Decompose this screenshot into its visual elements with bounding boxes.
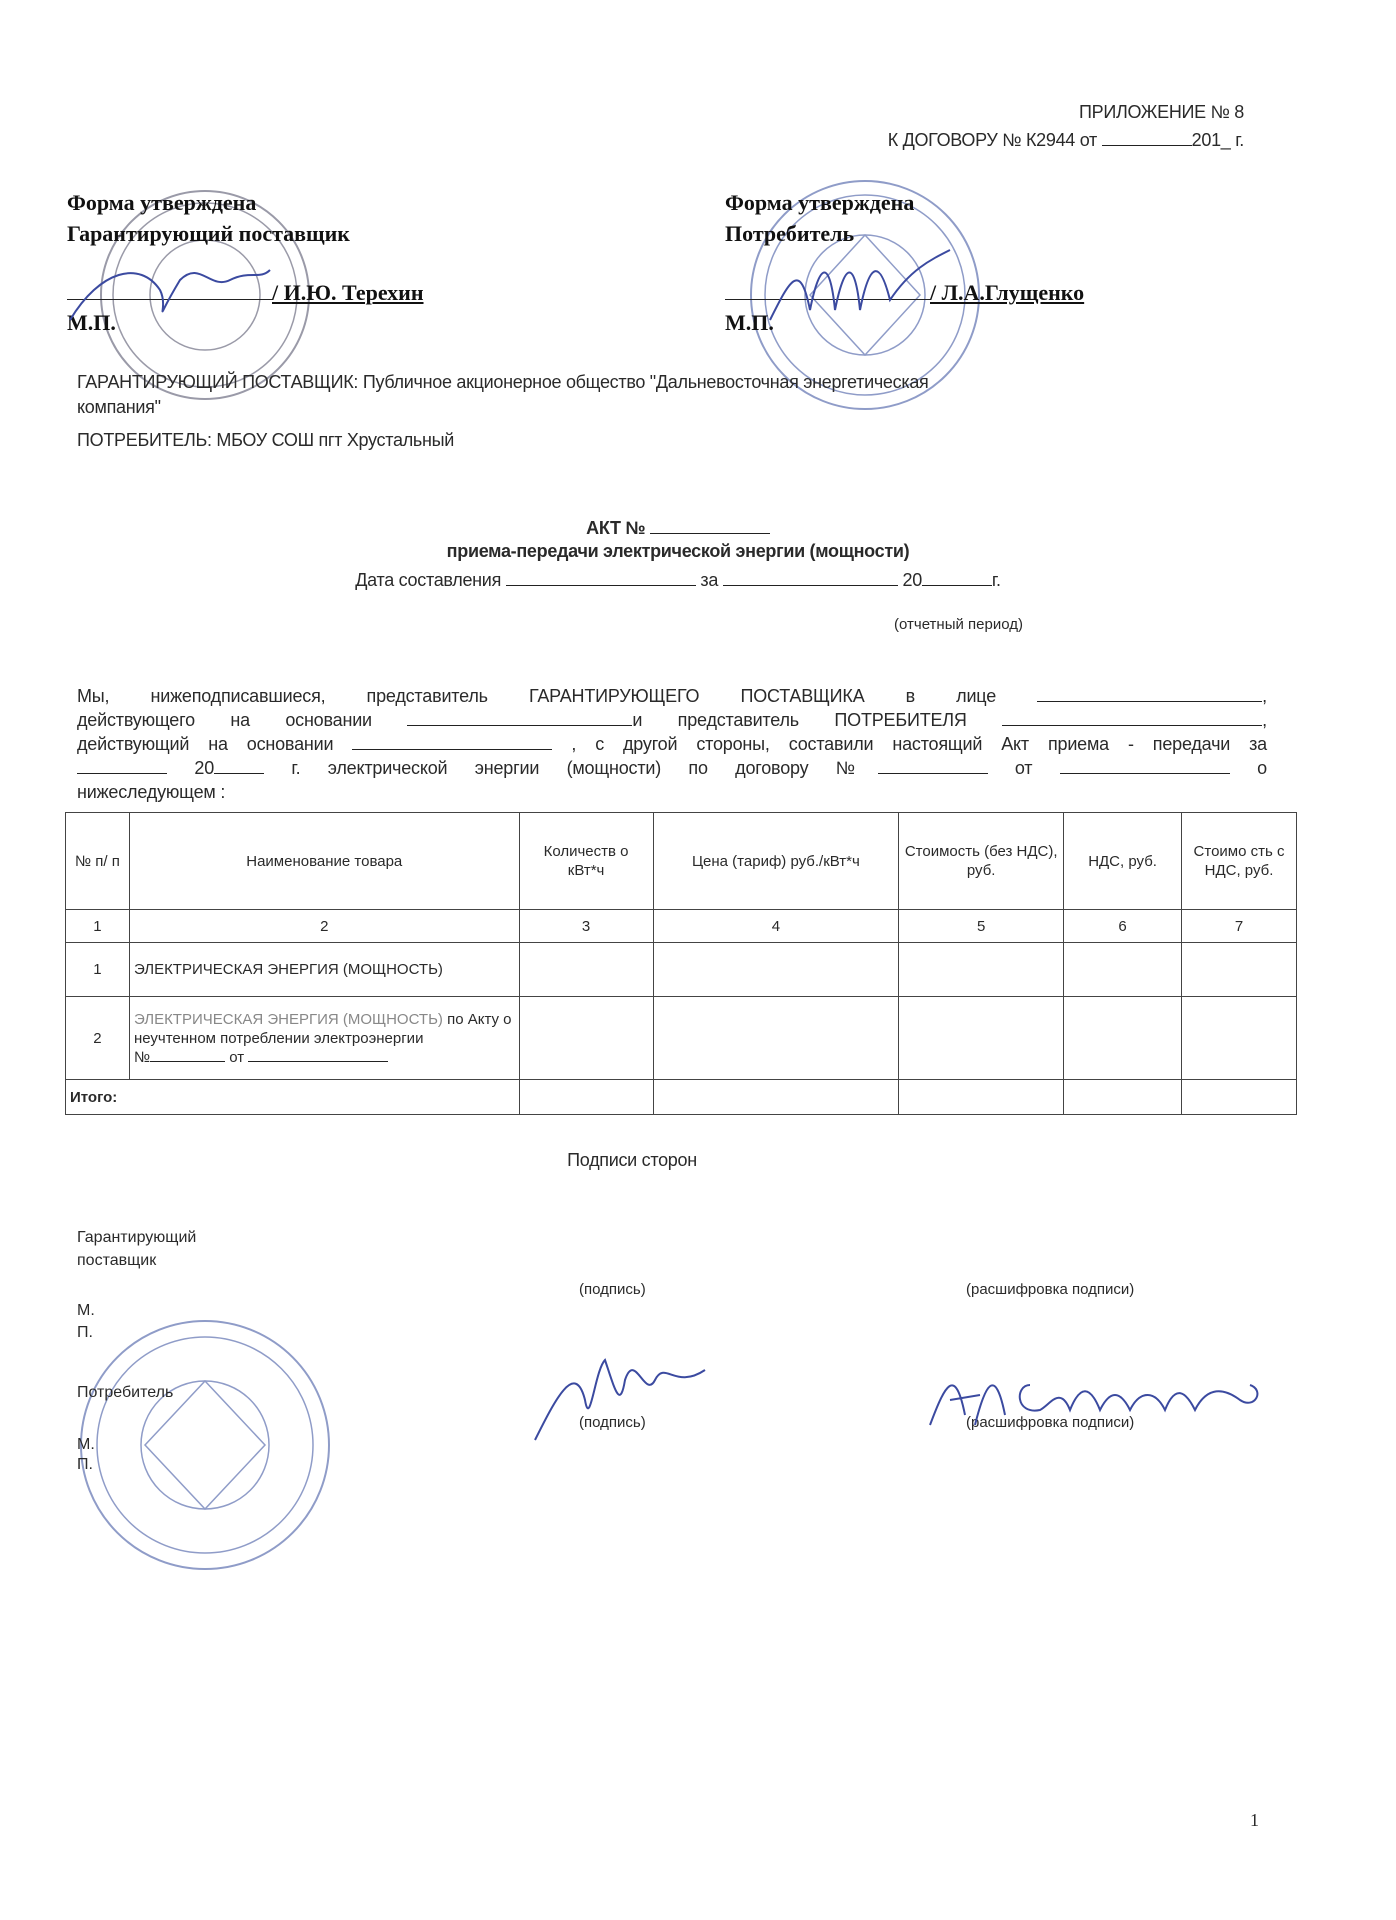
column-number-row: 1 2 3 4 5 6 7	[66, 910, 1297, 943]
consumer-stamp-bottom-icon	[75, 1315, 335, 1575]
table-total-row	[66, 1080, 1297, 1115]
table-row: 1 ЭЛЕКТРИЧЕСКАЯ ЭНЕРГИЯ (МОЩНОСТЬ)	[66, 943, 1297, 997]
header-quantity: Количеств о кВт*ч	[519, 813, 653, 910]
goods-table	[65, 812, 1297, 1115]
supplier-mp-p: П.	[77, 1324, 93, 1341]
supplier-signature-caption: (подпись)	[579, 1281, 646, 1298]
right-seal-label: М.П.	[725, 310, 774, 335]
period-note: (отчетный период)	[894, 616, 1023, 633]
left-seal-label: М.П.	[67, 310, 116, 335]
act-paragraph: Мы, нижеподписавшиеся, представитель ГАРАНТИРУЮЩЕГО ПОСТАВЩИКА в лице , действующего на основании и представитель ПОТРЕБИТЕЛЯ , действующий на основании , с другой стороны, составили настоящий Акт приема - передачи за 20 г. электрической энергии (мощности) по договору № от о нижеследующем :	[77, 686, 1267, 802]
supplier-mp-m: М.	[77, 1302, 95, 1319]
right-signer-name: / Л.А.Глущенко	[930, 280, 1085, 305]
left-form-approved: Форма утверждена	[67, 190, 257, 215]
table-header-row	[66, 813, 1297, 910]
supplier-sign-label-2: поставщик	[77, 1252, 157, 1269]
appendix-label: ПРИЛОЖЕНИЕ № 8	[1079, 102, 1244, 122]
row-name: ЭЛЕКТРИЧЕСКАЯ ЭНЕРГИЯ (МОЩНОСТЬ) по Акту о неучтенном потреблении электроэнергии № от	[129, 997, 519, 1080]
supplier-info-line2: компания"	[77, 397, 161, 417]
row-name: ЭЛЕКТРИЧЕСКАЯ ЭНЕРГИЯ (МОЩНОСТЬ)	[129, 943, 519, 997]
left-signer-name: / И.Ю. Терехин	[272, 280, 424, 305]
consumer-sign-label: Потребитель	[77, 1384, 174, 1401]
act-date-line: Дата составления за 20 г.	[355, 570, 1001, 590]
date-blank	[506, 569, 696, 586]
header-num: № п/ п	[66, 813, 130, 910]
signatures-title: Подписи сторон	[567, 1150, 697, 1170]
contract-prefix: К ДОГОВОРУ № К2944 от	[887, 130, 1097, 150]
header-name: Наименование товара	[129, 813, 519, 910]
contract-year: 201_ г.	[1191, 130, 1244, 150]
act-title: приема-передачи электрической энергии (мощности)	[446, 541, 910, 561]
act-number: АКТ №	[0, 517, 1376, 539]
header-vat: НДС, руб.	[1064, 813, 1182, 910]
consumer-signature-caption: (подпись)	[579, 1414, 646, 1431]
consumer-mp-p: П.	[77, 1456, 93, 1473]
right-party: Потребитель	[725, 221, 855, 246]
contract-date-blank	[1102, 129, 1192, 146]
consumer-signature-icon	[525, 1340, 715, 1450]
consumer-signature-top-icon	[760, 240, 960, 330]
supplier-sign-label-1: Гарантирующий	[77, 1229, 197, 1246]
header-total: Стоимо сть с НДС, руб.	[1182, 813, 1297, 910]
header-cost: Стоимость (без НДС), руб.	[899, 813, 1064, 910]
period-blank	[723, 569, 898, 586]
supplier-signature-icon	[60, 250, 290, 340]
consumer-decode-caption: (расшифровка подписи)	[966, 1414, 1135, 1431]
left-party: Гарантирующий поставщик	[67, 221, 350, 246]
header-price: Цена (тариф) руб./кВт*ч	[653, 813, 899, 910]
supplier-info-line1: ГАРАНТИРУЮЩИЙ ПОСТАВЩИК: Публичное акционерное общество "Дальневосточная энергетическая	[77, 372, 929, 392]
page-number: 1	[1250, 1810, 1259, 1830]
consumer-mp-m: М.	[77, 1436, 95, 1453]
consumer-info: ПОТРЕБИТЕЛЬ: МБОУ СОШ пгт Хрустальный	[77, 430, 455, 450]
contract-reference	[888, 129, 1244, 151]
table-row: 2 ЭЛЕКТРИЧЕСКАЯ ЭНЕРГИЯ (МОЩНОСТЬ) по Акту о неучтенном потреблении электроэнергии № от	[66, 997, 1297, 1080]
supplier-decode-caption: (расшифровка подписи)	[966, 1281, 1135, 1298]
consumer-name-handwriting-icon	[920, 1355, 1280, 1435]
right-form-approved: Форма утверждена	[725, 190, 915, 215]
total-label: Итого:	[66, 1080, 520, 1115]
